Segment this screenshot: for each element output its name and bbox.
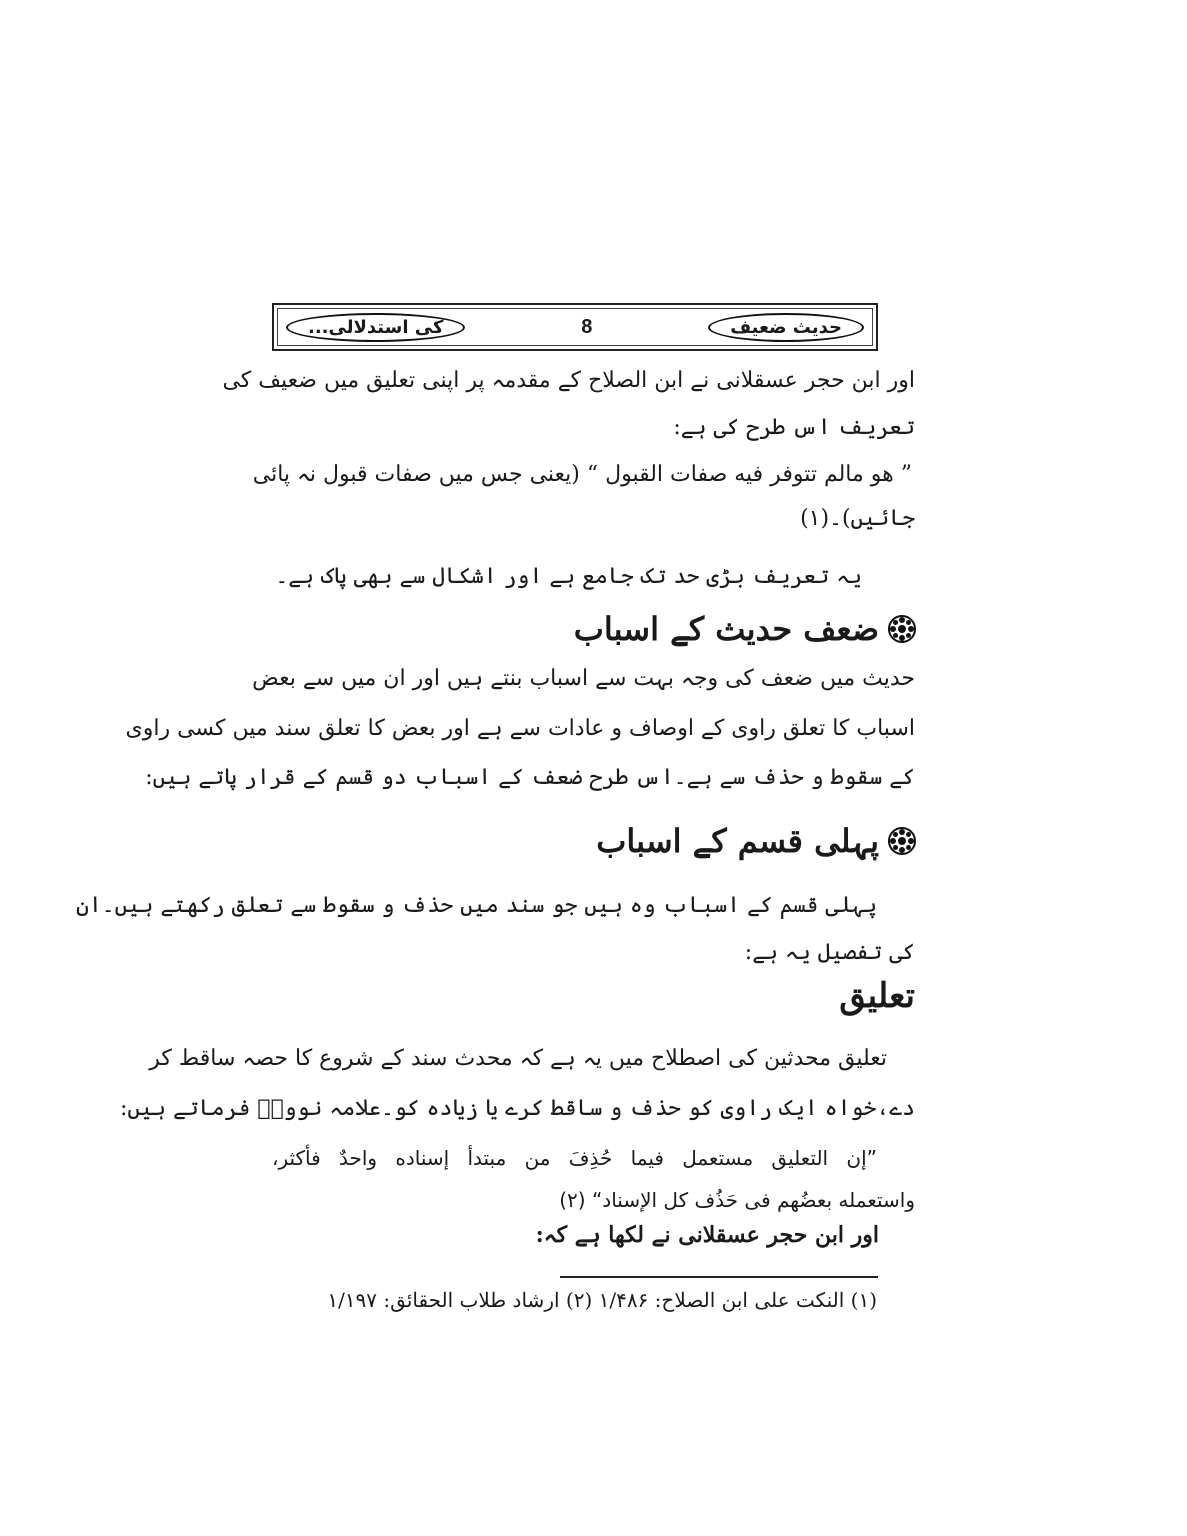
paragraph-line: کے سقوط و حذف سے ہے۔اس طرح ضعف کے اسباب دو قسم کے قرار پاتے ہیں: [145,765,915,790]
header-title: حدیث ضعیف [708,313,864,342]
paragraph-line: اور ابن حجر عسقلانی نے ابن الصلاح کے مقدمہ پر اپنی تعلیق میں ضعیف کی [222,368,915,393]
paragraph-line: اسباب کا تعلق راوی کے اوصاف و عادات سے ہے اور بعض کا تعلق سند میں کسی راوی [125,716,915,741]
paragraph-line: یہ تعریف بڑی حد تک جامع ہے اور اشکال سے بھی پاک ہے۔ [275,564,862,589]
section-heading [596,822,917,860]
header-subtitle: کی استدلالی... [286,313,465,342]
arabic-quote-line: ”إن التعليق مستعمل فيما حُذِفَ من مبتدأ إسناده واحدٌ فأكثر، [272,1146,877,1170]
paragraph-line: دے،خواہ ایک راوی کو حذف و ساقط کرے یا زیادہ کو۔علامہ نوویؒ فرماتے ہیں: [119,1096,915,1121]
footnote: (۱) النکت علی ابن الصلاح: ۱/۴۸۶ (۲) ارشاد طلاب الحقائق: ۱/۱۹۷ [327,1288,877,1312]
arabic-quote-line: واستعمله بعضُهم فی حَذُف كل الإسناد“ (۲) [559,1188,915,1212]
paragraph-line: اور ابن حجر عسقلانی نے لکھا ہے کہ: [535,1222,879,1248]
paragraph-line: پہلی قسم کے اسباب وہ ہیں جو سند میں حذف و سقوط سے تعلق رکھتے ہیں۔ان [76,893,877,918]
subheading: تعلیق [839,976,915,1016]
running-header [272,303,878,351]
flower-ornament-icon [887,614,917,644]
paragraph-line: تعلیق محدثین کی اصطلاح میں یہ ہے کہ محدث سند کے شروع کا حصہ ساقط کر [149,1046,887,1071]
paragraph-line: کی تفصیل یہ ہے: [744,940,915,965]
section-heading-text: ضعف حدیث کے اسباب [573,610,879,648]
running-header-inner [277,308,873,346]
page-number: 8 [581,315,593,338]
footnote-rule [560,1276,878,1278]
paragraph-line: حدیث میں ضعف کی وجہ بہت سے اسباب بنتے ہیں اور ان میں سے بعض [252,666,915,691]
quote-line: ” هو مالم تتوفر فيه صفات القبول “ (یعنی جس میں صفات قبول نہ پائی [252,462,912,487]
flower-ornament-icon [887,826,917,856]
section-heading-text: پہلی قسم کے اسباب [596,822,879,860]
paragraph-line: تعریف اس طرح کی ہے: [673,415,915,440]
quote-line: جائیں)۔(۱) [800,506,915,531]
section-heading [574,610,917,648]
